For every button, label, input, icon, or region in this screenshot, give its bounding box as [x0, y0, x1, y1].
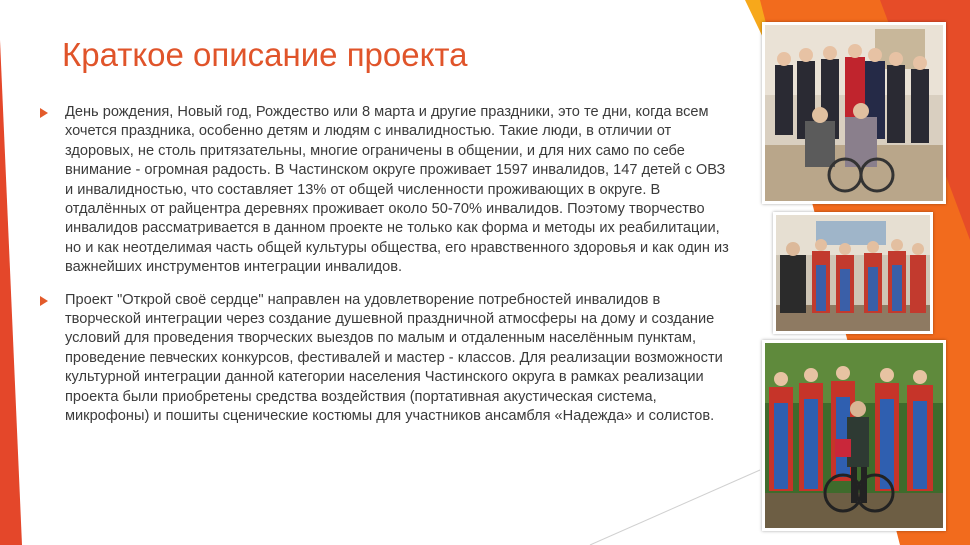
decor-line: [590, 470, 760, 545]
triangle-right-icon: [40, 108, 48, 118]
triangle-right-icon: [40, 296, 48, 306]
photo-ensemble-outdoors: [762, 340, 946, 531]
bullet-item: [40, 291, 730, 427]
bullet-text: Проект "Открой своё сердце" направлен на удовлетворение потребностей инвалидов в творческой интеграции через создание душевной праздничной атмосферы на дому и создание условий для проведения творческих выездов по малым и отдаленным населённым пунктам, проведение певческих конкурсов, фестивалей и мастер - классов. Для реализации возможности культурной интеграции данной категории населения Частинского округа в рамках реализации проекта были приобретены средства воздействия (портативная акустическая система, микрофоны) и пошиты сценические костюмы для участников ансамбля «Надежда» и солистов.: [65, 291, 723, 425]
left-edge-shape: [0, 40, 22, 545]
bullet-text: День рождения, Новый год, Рождество или 8 марта и другие праздники, это те дни, когда всем хочется праздника, особенно детям и людям с инвалидностью. Такие люди, в отличии от здоровых, не столь притязательны, многие ограничены в общении, и для них само по себе внимание - огромная радость. В Частинском округе проживает 1597 инвалидов, 147 детей с ОВЗ и инвалидностью, что составляет 13% от общей численности проживающих в округе. В отдалённых от райцентра деревнях проживает около 50-70% инвалидов. Поэтому творчество инвалидов рассматривается в данном проекте не только как форма и методы их реабилитации, но и как неотделимая часть общей культуры общества, его нравственного здоровья и как один из важнейших инструментов интеграции инвалидов.: [65, 104, 729, 276]
photo-group-visit: [762, 22, 946, 204]
bullet-item: [40, 103, 730, 278]
photo-ensemble-indoors: [773, 212, 933, 334]
bullet-list: [40, 103, 730, 440]
slide-title: Краткое описание проекта: [62, 36, 468, 73]
